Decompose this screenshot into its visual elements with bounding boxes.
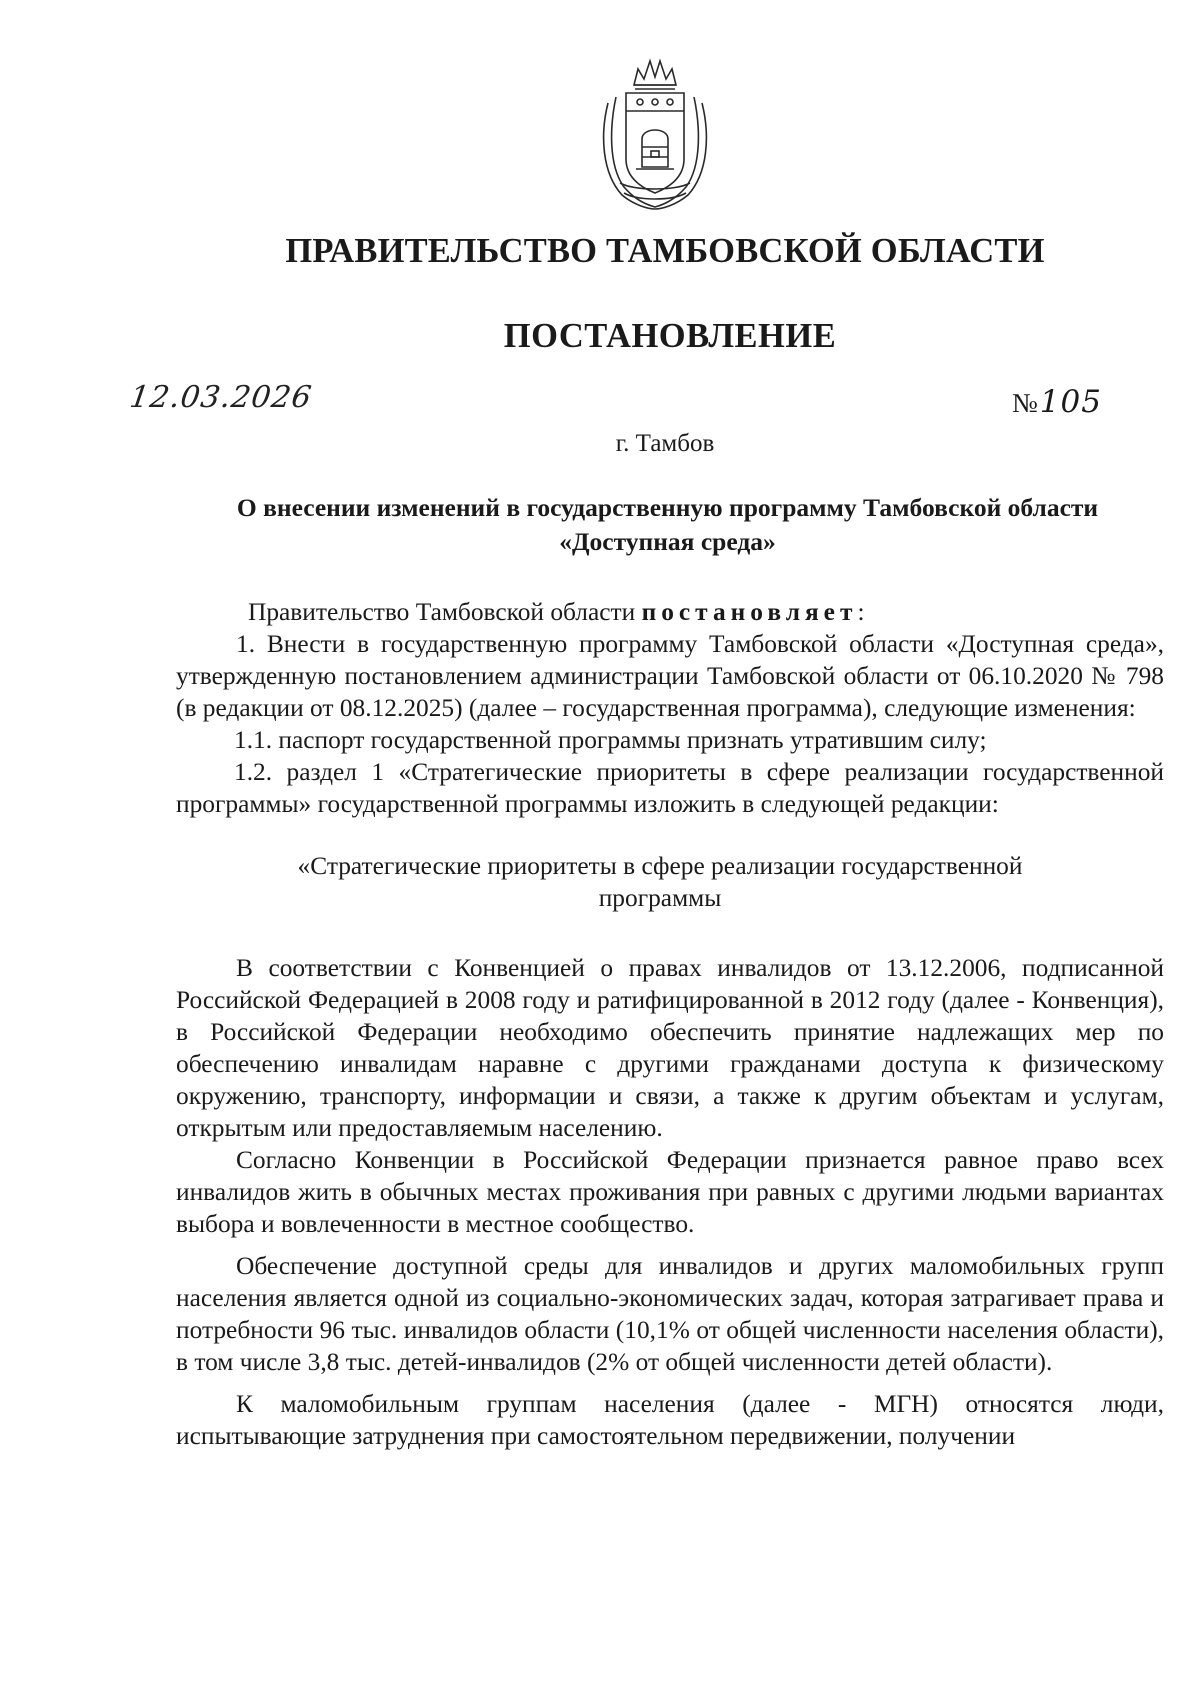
intro-verb: постановляет: [641, 598, 858, 626]
document-date: 12.03.2026: [127, 380, 315, 415]
paragraph-2: Согласно Конвенции в Российской Федерации признается равное право всех инвалидов жить в обычных местах проживания при равных с другими людьми вариантах выбора и вовлеченности в местное сообщество.: [176, 1146, 1164, 1238]
paragraph-4: К маломобильным группам населения (далее - МГН) относятся люди, испытывающие затруднения при самостоятельном передвижении, получении: [176, 1390, 1164, 1450]
intro-colon: :: [857, 598, 865, 626]
intro-paragraph: [176, 596, 1164, 628]
item-1: 1. Внести в государственную программу Тамбовской области «Доступная среда», утвержденную постановлением администрации Тамбовской области от 06.10.2020 № 798 (в редакции от 08.12.2025) (далее – государственная программа), следующие изменения:: [176, 630, 1164, 722]
document-title: [170, 491, 1165, 559]
government-heading: ПРАВИТЕЛЬСТВО ТАМБОВСКОЙ ОБЛАСТИ: [285, 232, 1045, 270]
city-line: г. Тамбов: [615, 430, 715, 457]
paragraph-3: Обеспечение доступной среды для инвалидов и других маломобильных групп населения является одной из социально-экономических задач, которая затрагивает права и потребности 96 тыс. инвалидов области (10,1% от общей численности населения области), в том числе 3,8 тыс. детей-инвалидов (2% от общей численности детей области).: [176, 1252, 1164, 1376]
number-sign: №: [1012, 388, 1038, 418]
title-line-1: О внесении изменений в государственную программу Тамбовской области: [236, 493, 1099, 522]
item-1-2: 1.2. раздел 1 «Стратегические приоритеты в сфере реализации государственной программы» государственной программы изложить в следующей редакции:: [176, 758, 1164, 818]
document-type-heading: ПОСТАНОВЛЕНИЕ: [503, 317, 837, 355]
document-body: [176, 596, 1164, 1452]
number-value: 105: [1039, 384, 1102, 420]
section-title: «Стратегические приоритеты в сфере реализации государственной программы: [297, 852, 1023, 912]
item-1-1: 1.1. паспорт государственной программы признать утратившим силу;: [234, 726, 987, 754]
document-number: [1012, 384, 1102, 420]
title-line-2: «Доступная среда»: [559, 527, 776, 556]
coat-of-arms-emblem: [594, 55, 716, 210]
intro-text: Правительство Тамбовской области: [248, 598, 642, 626]
paragraph-1: В соответствии с Конвенцией о правах инвалидов от 13.12.2006, подписанной Российской Федерацией в 2008 году и ратифицированной в 2012 году (далее - Конвенция), в Российской Федерации необходимо обеспечить принятие надлежащих мер по обеспечению инвалидам наравне с другими гражданами доступа к физическому окружению, транспорту, информации и связи, а также к другим объектам и услугам, открытым или предоставляемым населению.: [176, 954, 1164, 1142]
